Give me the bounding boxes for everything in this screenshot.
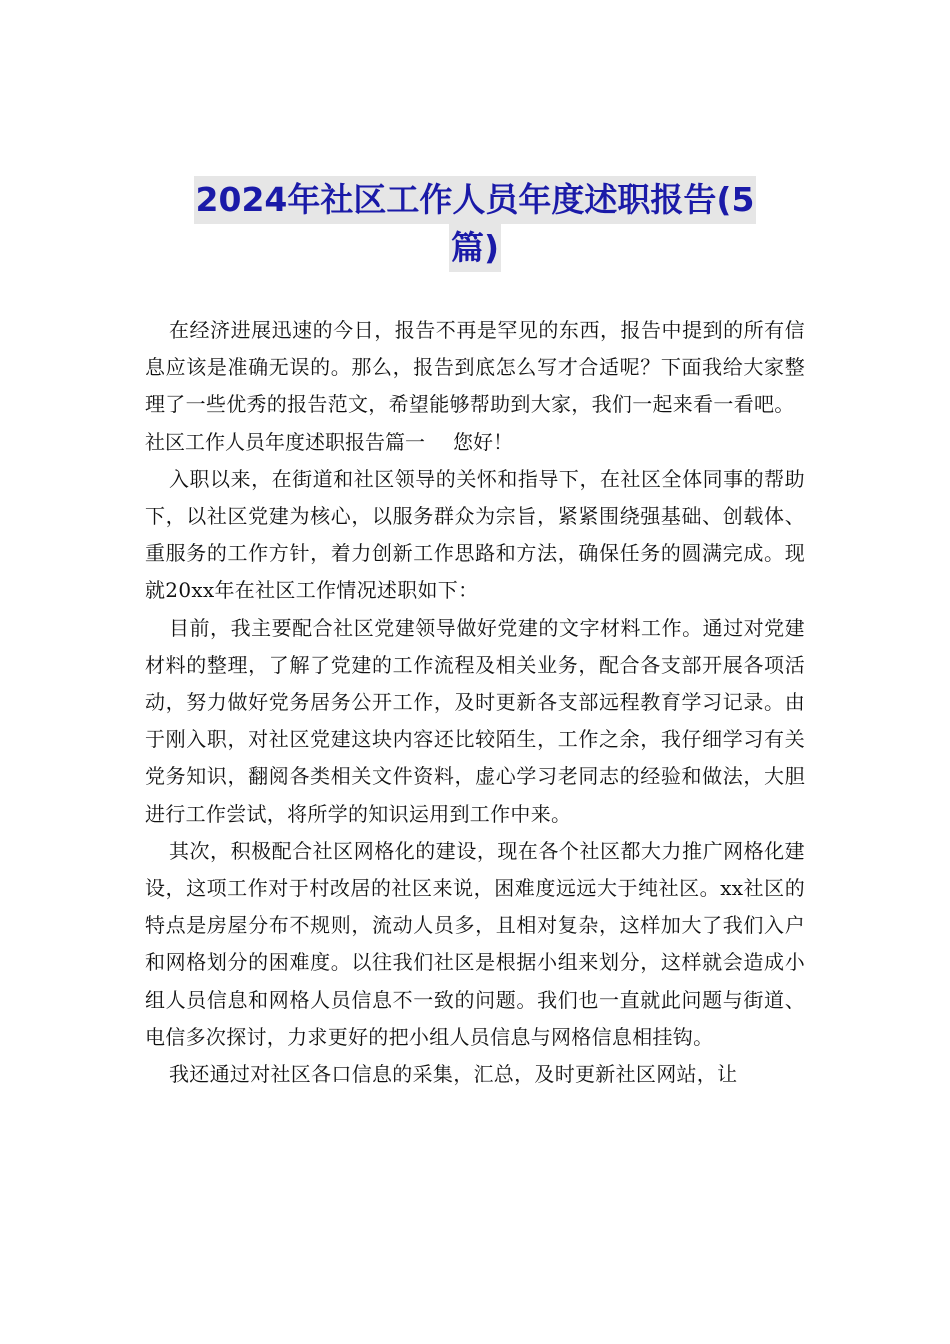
- document-title: [145, 176, 805, 272]
- body-paragraph-3: 其次，积极配合社区网格化的建设，现在各个社区都大力推广网格化建设，这项工作对于村改居的社区来说，困难度远远大于纯社区。xx社区的特点是房屋分布不规则，流动人员多，且相对复杂，这样加大了我们入户和网格划分的困难度。以往我们社区是根据小组来划分，这样就会造成小组人员信息和网格人员信息不一致的问题。我们也一直就此问题与街道、电信多次探讨，力求更好的把小组人员信息与网格信息相挂钩。: [145, 838, 805, 1049]
- intro-paragraph: 在经济进展迅速的今日，报告不再是罕见的东西，报告中提到的所有信息应该是准确无误的。那么，报告到底怎么写才合适呢？下面我给大家整理了一些优秀的报告范文，希望能够帮助到大家，我们一起来看一看吧。: [145, 318, 805, 417]
- body-paragraph-2: 目前，我主要配合社区党建领导做好党建的文字材料工作。通过对党建材料的整理，了解了党建的工作流程及相关业务，配合各支部开展各项活动，努力做好党务居务公开工作，及时更新各支部远程教育学习记录。由于刚入职，对社区党建这块内容还比较陌生，工作之余，我仔细学习有关党务知识，翻阅各类相关文件资料，虚心学习老同志的经验和做法，大胆进行工作尝试，将所学的知识运用到工作中来。: [145, 615, 805, 826]
- body-paragraph-4: 我还通过对社区各口信息的采集，汇总，及时更新社区网站，让: [169, 1062, 738, 1087]
- document-body: [145, 312, 805, 1093]
- section-heading: 社区工作人员年度述职报告篇一: [145, 429, 425, 454]
- title-line-2: 篇): [449, 224, 501, 272]
- greeting: 您好！: [453, 429, 513, 454]
- title-line-1: 2024年社区工作人员年度述职报告(5: [194, 176, 757, 224]
- body-paragraph-1: 入职以来，在街道和社区领导的关怀和指导下，在社区全体同事的帮助下，以社区党建为核心，以服务群众为宗旨，紧紧围绕强基础、创载体、重服务的工作方针，着力创新工作思路和方法，确保任务的圆满完成。现就20xx年在社区工作情况述职如下：: [145, 466, 805, 603]
- section-heading-line: [145, 424, 805, 461]
